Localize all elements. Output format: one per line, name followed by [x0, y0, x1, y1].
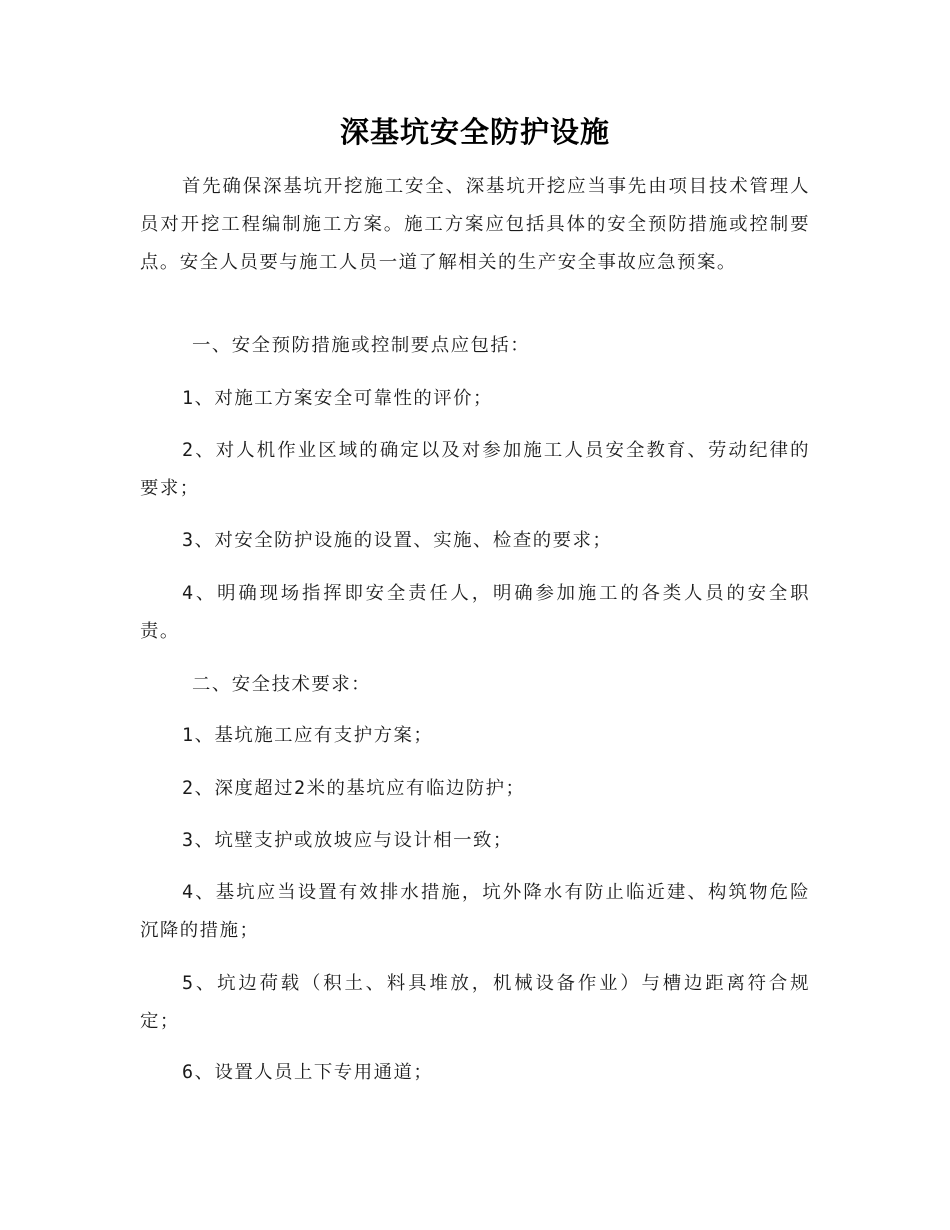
- list-item: 3、对安全防护设施的设置、实施、检查的要求；: [182, 530, 613, 551]
- list-item: 1、基坑施工应有支护方案；: [182, 725, 434, 746]
- list-item: 3、坑壁支护或放坡应与设计相一致；: [182, 830, 513, 851]
- list-item: 2、对人机作业区域的确定以及对参加施工人员安全教育、劳动纪律的要求；: [140, 440, 810, 499]
- document-title: 深基坑安全防护设施: [339, 115, 610, 149]
- section-heading-1: 一、安全预防措施或控制要点应包括：: [192, 335, 531, 356]
- list-item: 6、设置人员上下专用通道；: [182, 1062, 434, 1083]
- section-heading-2: 二、安全技术要求：: [192, 674, 372, 695]
- list-item: 5、坑边荷载（积土、料具堆放，机械设备作业）与槽边距离符合规定；: [140, 973, 810, 1032]
- list-item: 4、基坑应当设置有效排水措施，坑外降水有防止临近建、构筑物危险沉降的措施；: [140, 882, 810, 941]
- list-item: 4、明确现场指挥即安全责任人，明确参加施工的各类人员的安全职责。: [140, 583, 810, 642]
- intro-paragraph: 首先确保深基坑开挖施工安全、深基坑开挖应当事先由项目技术管理人员对开挖工程编制施工方案。施工方案应包括具体的安全预防措施或控制要点。安全人员要与施工人员一道了解相关的生产安全事故应急预案。: [140, 176, 810, 273]
- list-item: 1、对施工方案安全可靠性的评价；: [182, 388, 493, 409]
- list-item: 2、深度超过2米的基坑应有临边防护；: [182, 778, 526, 799]
